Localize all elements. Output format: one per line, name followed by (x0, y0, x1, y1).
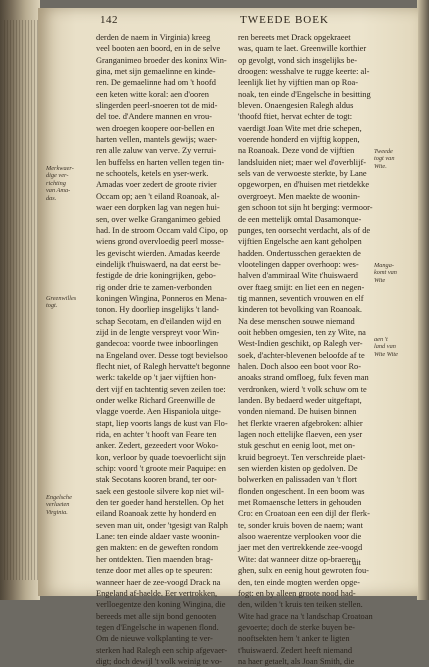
text-line: den ter goeder hand herstellen. Op het (96, 498, 224, 508)
text-line: onder welke Richard Greenwille de (96, 396, 216, 405)
text-line: schip: voord 't groote meir Paquipe: en (96, 464, 226, 474)
text-line: hadden. Ondertusschen geraekten de (238, 248, 361, 258)
text-line: nooftsekten hem 't anker te ligten (238, 634, 350, 644)
text-line: tegen d'Engelsche in wapenen flond. (96, 622, 219, 632)
margin-note-right (374, 148, 418, 170)
text-line: Lane: ten einde aldaer vaste woonin- (96, 532, 220, 542)
text-line: verdronken, wierd 't volk schuw om te (238, 384, 367, 394)
text-line: had. In de stroom Occam vald Cipo, op (96, 225, 228, 235)
text-line: kinderen tot bevolking van Roanoak. (238, 305, 362, 315)
text-line: het flerkte vraeren afgebroken: alhier (238, 418, 363, 428)
text-line: ooit hebben omgesien, ten zy Wite, na (238, 327, 366, 337)
margin-note-line: Merkwaer- (46, 165, 74, 172)
text-line: halven d'ammiraal Wite t'huiswaerd (238, 271, 358, 281)
margin-note-right (374, 262, 418, 284)
text-line: te, sonder kruis boven de naem; want (238, 520, 363, 530)
text-line: was, quam te laet. Greenwille korthier (238, 44, 367, 54)
text-line: den, ten einde mogten werden opge- (238, 577, 360, 587)
text-line: stak Secotans kooren brand, ter oor- (96, 475, 217, 485)
text-line: jaer met den vertrekkende zee-voogd (238, 543, 363, 553)
text-line: ren alle zaluw van verve. Zy verrui- (96, 146, 217, 156)
text-line: soek, d'achter-blevenen beloofde af te (238, 350, 365, 360)
text-line: ren bereets met Drack opgekraeet (238, 33, 351, 42)
text-line: vlagge voerde. Aen Hispaniola uitge- (96, 407, 221, 417)
text-line: dert vijf en tachtentig seven zeilen toe: (96, 384, 226, 394)
text-line: sels van de verwoeste sterkte, by Lane (238, 169, 367, 179)
text-line: ren. De gemaelinne had om 't hoofd (96, 78, 216, 88)
text-line: droogen: wesshalve te rugge keerte: al- (238, 67, 370, 77)
text-line: digt; doch dewijl 't volk weinig te vo- (96, 656, 222, 666)
text-line: na haer getaelt, als Joan Smith, die (238, 656, 355, 666)
text-line: Granganimeo broeder des koninx Win- (96, 55, 227, 65)
text-line: noak, ten einde d'Engelsche in besitting (238, 89, 371, 99)
text-line: waer een dorpken lag van negen hui- (96, 203, 220, 213)
text-line: veel booten aen boord, en in de selve (96, 44, 221, 54)
text-line: na Engeland over. Desse togt bevielsoo (96, 350, 228, 360)
page-fore-edge (417, 0, 429, 600)
text-line: vonden niemand. De huisen binnen (238, 407, 357, 417)
text-line: op gevolgt, vond sich insgelijks be- (238, 55, 358, 65)
text-line: verlloegentze den koning Wingina, die (96, 600, 226, 610)
text-line: zijd in de lengte verspreyt voor Win- (96, 327, 220, 337)
text-line: sen wierden kisten op gedolven. De (238, 464, 358, 474)
text-line: tig mannen, seventich vrouwen en elf (238, 293, 364, 303)
text-line: punges, ten oorsecht verdacht, als of de (238, 225, 371, 235)
text-line: wanneer haer de zee-voogd Drack na (96, 577, 221, 587)
left-text-column (96, 32, 231, 667)
text-line: rig onder drie te zamen-verbonden (96, 282, 212, 292)
text-line: slingerden peerl-snoeren tot de mid- (96, 101, 218, 111)
text-line: Engeland af-haelde. Eer vertrokken, (96, 588, 218, 598)
text-line: gina, met sijn gemaelinne en kinde- (96, 67, 216, 77)
text-line: harten vellen, mantels gewijs; waer- (96, 135, 217, 145)
running-head: TWEEDE BOEK (240, 14, 329, 26)
text-line: len buffelss en harten vellen tegen tin- (96, 157, 225, 167)
text-line: stapt, liep voorts langs de kust van Flo- (96, 418, 228, 428)
margin-note-line: Wite Wite (374, 350, 398, 358)
text-line: gen makten: en de geweften rondom (96, 543, 219, 553)
text-line: na Roanoak. Deze vond de vijftien (238, 146, 355, 156)
text-line: koningen Wingina, Ponneros en Mena- (96, 293, 227, 303)
text-line: les gevischt wierden. Amadas keerde (96, 248, 220, 258)
text-line: gen schoon tot sijn ht berging: vermoor- (238, 203, 373, 213)
text-line: rida, en achter 't hooft van Feare ten (96, 430, 217, 440)
margin-note-line: Manga- (374, 262, 394, 269)
text-line: fogt: en by alleen groote nood had- (238, 588, 356, 598)
catchword: uit (352, 558, 361, 567)
margin-note-line: das. (46, 194, 57, 202)
margin-note-line: dige ver- (46, 172, 69, 180)
text-line: Occam op; aen 't eiland Roanoak, al- (96, 191, 220, 201)
text-line: gevoerte; doch de sterke buyen be- (238, 622, 355, 632)
text-line: sen, over welke Granganimeo gebied (96, 214, 221, 224)
margin-note-line: van Ama- (46, 187, 71, 195)
margin-note-line: Engelsche (46, 494, 72, 501)
margin-note-line: aen 't (374, 336, 388, 343)
text-line: vijftien Engelsche aen kant geholpen (238, 237, 362, 247)
text-line: kruid begroeyt. Ten verschreide plaet- (238, 452, 366, 462)
text-line: tonon. Hy doorliep insgelijks 't land- (96, 305, 219, 315)
text-line: leenlijk liet hy vijftien man op Roa- (238, 78, 359, 88)
text-line: Wite had grace na 't landschap Croatoan (238, 611, 373, 621)
text-line: bleven. Onaengesien Ralegh aldus (238, 101, 354, 111)
margin-note-left (46, 165, 90, 202)
text-line: over ftaeg smijt: en liet een en negen- (238, 282, 365, 292)
text-line: kon, verloor by quade toevoerlicht sijn (96, 452, 226, 462)
right-text-column (238, 32, 373, 667)
text-line: eiland Roanoak zette hy honderd en (96, 509, 217, 519)
margin-note-right (374, 336, 418, 358)
text-line: t'huiswaerd. Zedert heeft niemand (238, 645, 353, 655)
text-line: lagen noch ettelijke flaeven, een yser (238, 430, 363, 440)
text-line: opgeworpen, en d'huisen met rietdekke (238, 180, 370, 190)
text-line: festigde de drie koningrijken, gebo- (96, 271, 216, 281)
text-line: Wite: dat wanneer ditze op-braeren (238, 554, 356, 564)
book-spine (0, 0, 40, 600)
text-line: West-Indien geschikt, op Ralegh ver- (238, 339, 363, 349)
margin-note-line: verlaeten (46, 501, 70, 509)
text-line: landsluiden niet; maer wel d'overblijf- (238, 157, 367, 167)
margin-note-line: Wite (374, 276, 386, 284)
margin-note-line: land van (374, 343, 396, 351)
text-line: overgroeyt. Men maekte de woonin- (238, 191, 360, 201)
text-line: sterken had Ralegh een schip afgevaer- (96, 645, 228, 655)
text-line: wen droegen koopere oor-bellen en (96, 123, 215, 133)
text-line: bereeds met alle sijn bond genooten (96, 611, 217, 621)
page-edges (4, 20, 40, 580)
text-line: voerende honderd en vijftig koppen, (238, 135, 360, 145)
text-line: anker. Zedert, gezeedert voor Woko- (96, 441, 219, 451)
margin-note-left (46, 295, 90, 310)
text-line: Cro: en Croatoan een een dijl der flerk- (238, 509, 370, 519)
margin-note-line: Wite. (374, 162, 387, 170)
text-line: ghen, sulx en eenig hout gewroten fou- (238, 566, 369, 576)
text-line: bolwerken en palissaden van 't flort (238, 475, 357, 485)
margin-note-line: richting (46, 179, 66, 187)
page-number: 142 (100, 14, 118, 26)
text-line: saek een gestoole silvere kop niet wil- (96, 486, 224, 496)
text-line: landen. By bedaerd weder uitgeftapt, (238, 396, 362, 405)
text-line: flecht niet, of Ralegh hervatte't begonne (96, 361, 231, 371)
text-line: gandecoa: voorde twee inboorlingen (96, 339, 219, 349)
margin-note-line: komt van (374, 269, 397, 277)
text-line: ne schootels, ketels en yser-werk. (96, 169, 209, 179)
text-line: her ontdekten. Tien maenden brag- (96, 554, 213, 564)
text-line: flonden ongeschent. In een boom was (238, 486, 365, 496)
text-line: wiens grond overvloedig peerl mosse- (96, 237, 224, 247)
text-line: Amadas voer zedert de groote rivier (96, 180, 217, 190)
margin-note-left (46, 494, 90, 516)
text-line: schap Secotam, en d'eilanden wijd en (96, 316, 222, 326)
margin-note-line: Tweede (374, 148, 393, 155)
margin-note-line: Greenwilles (46, 295, 77, 302)
margin-note-line: Virginia. (46, 508, 68, 516)
text-line: del toe. d'Andere mannen en vrou- (96, 112, 212, 122)
text-line: werk: takelde op 't jaer vijftien hon- (96, 373, 217, 383)
text-line: alsoo waerentze verplooken voor die (238, 532, 362, 542)
text-line: eindelijk t'huiswaerd, na dat eerst be- (96, 259, 221, 269)
margin-note-line: togt van (374, 155, 395, 163)
text-line: den, wilden 't kruis ten teiken stellen. (238, 600, 363, 610)
margin-note-line: togt. (46, 302, 58, 310)
text-line: de een mettelijk omtal Dasamonque- (238, 214, 362, 224)
text-line: anoaks strand omfloeg, fulx feven man (238, 373, 369, 383)
text-line: halen. Doch alsoo een boot voor Ro- (238, 361, 362, 371)
text-line: Om de nieuwe volkplanting te ver- (96, 634, 213, 644)
text-line: een keten witte koral: aen d'ooren (96, 89, 209, 99)
text-line: stuk geschut en eenig loot, met on- (238, 441, 355, 451)
text-line: seven man uit, onder 'tgesigt van Ralph (96, 520, 228, 530)
text-line: Na dese menschen souwe niemand (238, 316, 355, 326)
text-line: vaerdigt Joan Wite met drie schepen, (238, 123, 362, 133)
text-line: tenze door met alles op te speuren: (96, 566, 213, 576)
text-line: derden de naem in Virginia) kreeg (96, 33, 211, 42)
text-line: met Romaensche letters in gehouden (238, 498, 362, 508)
text-line: vlootelingen dapper overhoop: wes- (238, 259, 359, 269)
text-line: 'thoofd ftiet, hervat echter de togt: (238, 112, 353, 122)
